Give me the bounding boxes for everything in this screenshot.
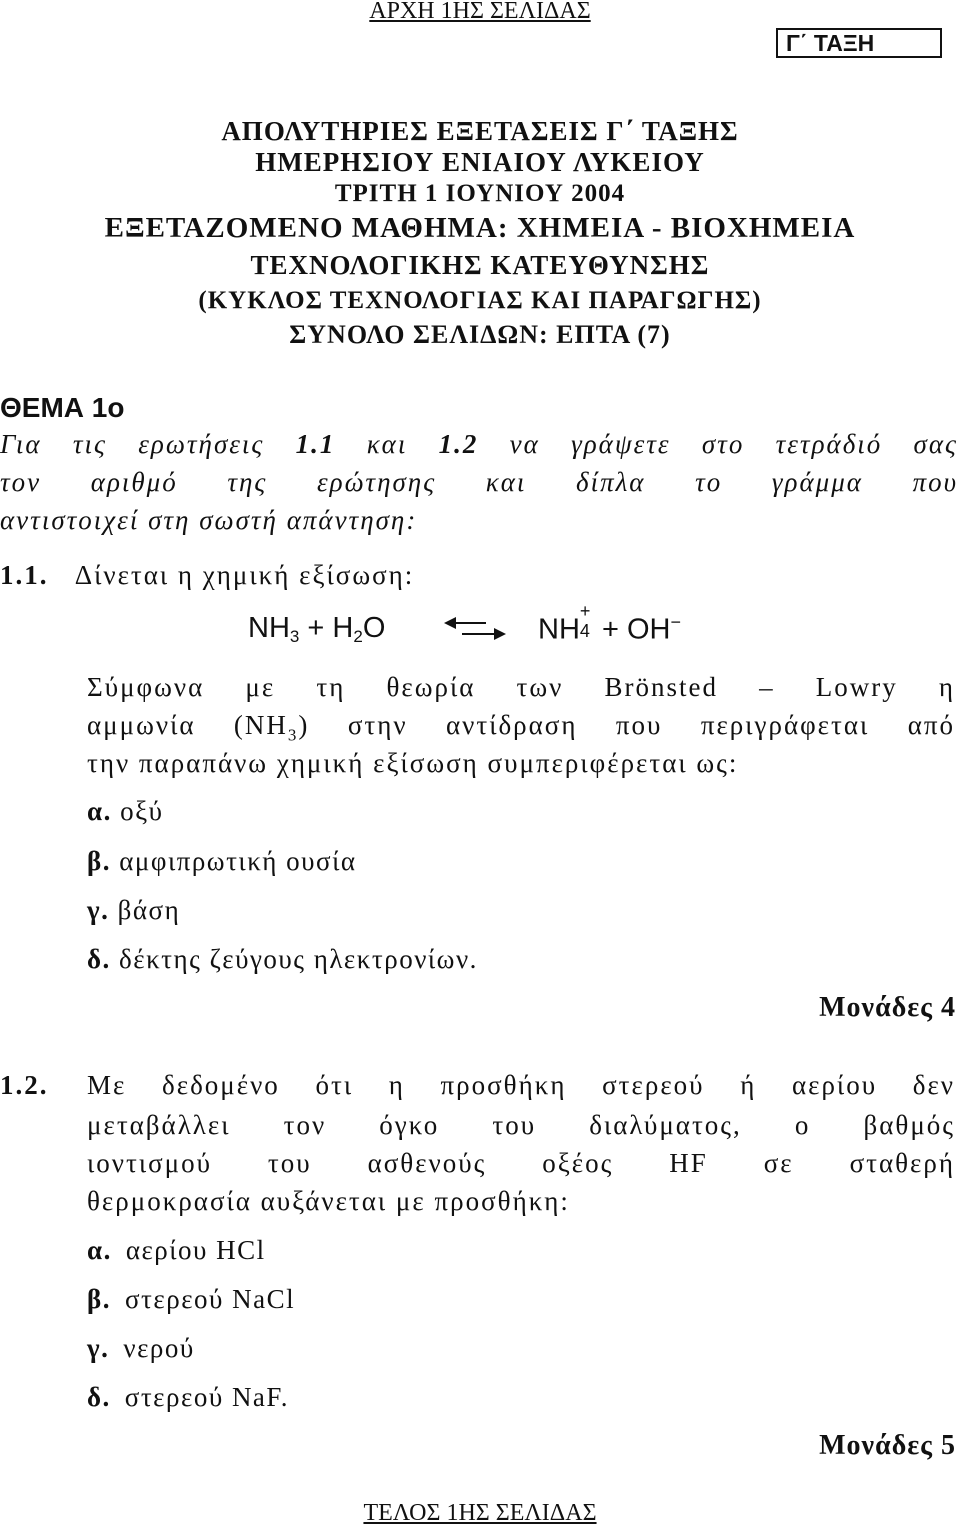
product-hydroxide-charge: −	[670, 612, 681, 632]
exam-title-line-2: ΗΜΕΡΗΣΙΟΥ ΕΝΙΑΙΟΥ ΛΥΚΕΙΟΥ	[255, 147, 705, 177]
question-1-1-intro: Δίνεται η χημική εξίσωση:	[74, 560, 415, 590]
option-text: στερεού NaF.	[124, 1382, 290, 1412]
option-letter: γ.	[87, 895, 110, 925]
option-letter: α.	[87, 796, 112, 826]
reactant-water-subscript: 2	[353, 627, 363, 646]
question-1-2-option-b	[87, 1284, 295, 1315]
option-text: νερού	[123, 1333, 195, 1363]
question-1-1-text-line-2-rest: ) στην αντίδραση που περιγράφεται από	[298, 710, 955, 740]
instructions-line-2: τον αριθμό της ερώτησης και δίπλα το γράμμα που	[0, 467, 958, 497]
exam-direction: ΤΕΧΝΟΛΟΓΙΚΗΣ ΚΑΤΕΥΘΥΝΣΗΣ	[250, 250, 710, 280]
reactant-ammonia-subscript: 3	[289, 627, 300, 646]
reactant-water-prefix: + H	[299, 612, 354, 644]
class-box: Γ΄ ΤΑΞΗ	[776, 28, 942, 58]
question-1-2-marks: Μονάδες 5	[819, 1430, 956, 1461]
chemical-equation	[248, 612, 385, 647]
instructions-mid: και	[335, 429, 439, 459]
exam-subject: ΕΞΕΤΑΖΟΜΕΝΟ ΜΑΘΗΜΑ: ΧΗΜΕΙΑ - ΒΙΟΧΗΜΕΙΑ	[104, 212, 856, 244]
chemical-equation-products	[538, 600, 681, 647]
reactant-ammonia: NH	[248, 612, 290, 644]
question-1-2-option-d	[87, 1382, 289, 1413]
page-count: ΣΥΝΟΛΟ ΣΕΛΙΔΩΝ: ΕΠΤΑ (7)	[289, 320, 671, 349]
question-1-1-text-line-2	[87, 710, 955, 745]
option-text: δέκτης ζεύγους ηλεκτρονίων.	[110, 944, 478, 974]
product-ammonium-subscript: 4	[579, 620, 590, 641]
option-text: αερίου HCl	[125, 1235, 266, 1265]
question-1-1-marks: Μονάδες 4	[819, 992, 956, 1023]
question-1-2-line-3: ιοντισμού του ασθενούς οξέος HF σε σταθερή	[87, 1148, 955, 1178]
question-1-1-option-c	[87, 895, 180, 926]
exam-title-line-1: ΑΠΟΛΥΤΗΡΙΕΣ ΕΞΕΤΑΣΕΙΣ Γ΄ ΤΑΞΗΣ	[221, 116, 739, 146]
instructions-line-1	[0, 425, 958, 463]
product-hydroxide: + OH	[593, 613, 671, 646]
question-1-1-option-a	[87, 796, 163, 827]
option-text: βάση	[109, 895, 181, 925]
question-1-1-ammonia-text: αμμωνία (NH	[87, 710, 288, 740]
question-1-1-option-d	[87, 944, 478, 975]
option-letter: β.	[87, 846, 111, 876]
option-text: στερεού NaCl	[124, 1284, 296, 1314]
question-1-2-number	[0, 1070, 49, 1101]
reactant-water-suffix: O	[362, 612, 386, 644]
question-1-1-ammonia-subscript: 3	[287, 725, 299, 745]
page-start-marker: ΑΡΧΗ 1ΗΣ ΣΕΛΙΔΑΣ	[369, 0, 591, 24]
option-letter: δ.	[87, 944, 111, 974]
question-1-2-line-4: θερμοκρασία αυξάνεται με προσθήκη:	[87, 1186, 570, 1216]
page-end-marker: ΤΕΛΟΣ 1ΗΣ ΣΕΛΙΔΑΣ	[363, 1500, 597, 1526]
exam-cycle: (ΚΥΚΛΟΣ ΤΕΧΝΟΛΟΓΙΑΣ ΚΑΙ ΠΑΡΑΓΩΓΗΣ)	[198, 287, 762, 314]
question-1-1-text-line-3: την παραπάνω χημική εξίσωση συμπεριφέρεται ως:	[87, 748, 739, 778]
theme-heading: ΘΕΜΑ 1ο	[0, 392, 125, 423]
product-ammonium: NH	[538, 613, 580, 646]
option-letter: β.	[87, 1284, 111, 1314]
instructions-prefix: Για τις ερωτήσεις	[0, 429, 296, 459]
question-1-2-option-c	[87, 1333, 195, 1364]
exam-date: ΤΡΙΤΗ 1 ΙΟΥΝΙΟΥ 2004	[334, 180, 626, 207]
instructions-line-3: αντιστοιχεί στη σωστή απάντηση:	[0, 505, 418, 535]
option-letter: δ.	[87, 1382, 111, 1412]
option-letter: γ.	[87, 1333, 110, 1363]
question-1-1-text-line-1: Σύμφωνα με τη θεωρία των Brönsted – Lowry η	[87, 672, 955, 702]
instructions-suffix: να γράψετε στο τετράδιό σας	[478, 429, 958, 459]
question-1-1-number: 1.1.	[0, 560, 49, 590]
option-letter: α.	[87, 1235, 112, 1265]
option-text: αμφιπρωτική ουσία	[110, 846, 357, 876]
question-1-1-option-b	[87, 846, 357, 877]
instructions-ref-1-1: 1.1	[295, 429, 336, 459]
question-1-2-line-1: Με δεδομένο ότι η προσθήκη στερεού ή αερίου δεν	[87, 1070, 955, 1100]
question-1-2-line-2: μεταβάλλει τον όγκο του διαλύματος, ο βαθμός	[87, 1110, 955, 1140]
equilibrium-arrows-icon	[442, 614, 508, 644]
product-ammonium-charge: +	[579, 600, 591, 621]
question-1-2-number-label: 1.2.	[0, 1070, 49, 1100]
option-text: οξύ	[111, 796, 164, 826]
question-1-1-stem	[0, 560, 414, 591]
instructions-ref-1-2: 1.2	[438, 429, 479, 459]
question-1-2-option-a	[87, 1235, 266, 1266]
